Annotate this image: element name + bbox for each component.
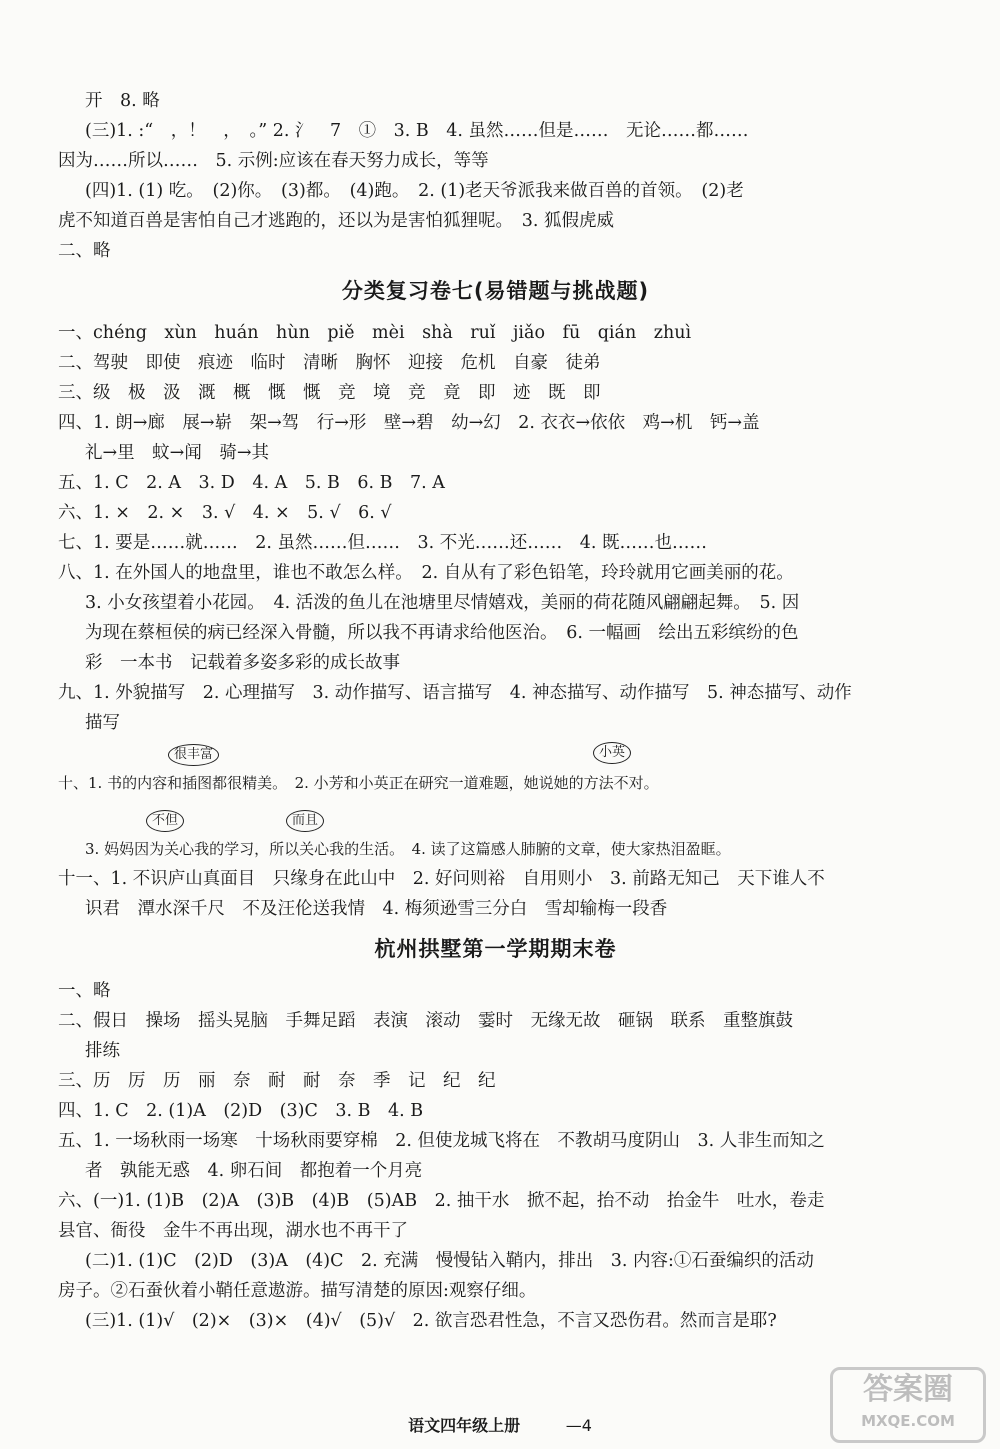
watermark-text: 答案圈	[863, 1372, 953, 1407]
text-line: 一、略	[58, 981, 111, 1001]
text-line: 开 8. 略	[85, 91, 160, 111]
text-line: 六、1. × 2. × 3. √ 4. × 5. √ 6. √	[58, 503, 392, 523]
text-line: 二、假日 操场 摇头晃脑 手舞足蹈 表演 滚动 霎时 无缘无故 砸锅 联系 重整旗鼓	[58, 1011, 793, 1031]
text-line: 二、略	[58, 241, 111, 261]
watermark-logo	[830, 1367, 986, 1443]
text-line: 四、1. 朗→廊 展→崭 架→驾 行→形 壁→碧 幼→幻 2. 衣衣→依依 鸡→机 钙→盖	[58, 413, 760, 433]
text-line: 三、级 极 汲 溉 概 慨 慨 竞 境 竞 竟 即 迹 既 即	[58, 383, 601, 403]
text-line: (四)1. (1) 吃。 (2)你。 (3)都。 (4)跑。 2. (1)老天爷派我来做百兽的首领。 (2)老	[85, 181, 744, 201]
text-line: 彩 一本书 记载着多姿多彩的成长故事	[85, 653, 400, 673]
text-line: 3. 妈妈因为关心我的学习，所以关心我的生活。 4. 读了这篇感人肺腑的文章，使大家热泪盈眶。	[85, 840, 731, 858]
text-line: 二、驾驶 即使 痕迹 临时 清晰 胸怀 迎接 危机 自豪 徒弟	[58, 353, 601, 373]
book-title: 语文四年级上册	[408, 1416, 521, 1435]
text-line: 房子。②石蚕伙着小鞘任意遨游。描写清楚的原因:观察仔细。	[58, 1281, 537, 1301]
text-line: 为现在蔡桓侯的病已经深入骨髓，所以我不再请求给他医治。 6. 一幅画 绘出五彩缤纷的色	[85, 623, 799, 643]
text-line: 四、1. C 2. (1)A (2)D (3)C 3. B 4. B	[58, 1101, 424, 1121]
text-line: 七、1. 要是……就…… 2. 虽然……但…… 3. 不光……还…… 4. 既……也……	[58, 533, 708, 553]
section-a	[58, 86, 933, 266]
correction-bubble: 很丰富	[168, 744, 219, 766]
section-title: 分类复习卷七(易错题与挑战题)	[341, 279, 650, 303]
watermark-url: MXQE.COM	[861, 1412, 955, 1430]
correction-line-2	[58, 800, 933, 864]
page-number: —4	[565, 1416, 592, 1435]
text-line: 因为……所以…… 5. 示例:应该在春天努力成长，等等	[58, 151, 489, 171]
answer-page	[58, 86, 933, 1336]
text-line: (三)1. (1)√ (2)× (3)× (4)√ (5)√ 2. 欲言恐君性急，不言又恐伤君。然而言是耶?	[85, 1311, 777, 1331]
text-line: 者 孰能无惑 4. 卵石间 都抱着一个月亮	[85, 1161, 423, 1181]
text-line: 十、1. 书的内容和插图都很精美。 2. 小芳和小英正在研究一道难题，她说她的方法不对。	[58, 774, 659, 792]
text-line: 六、(一)1. (1)B (2)A (3)B (4)B (5)AB 2. 抽干水 掀不起，抬不动 抬金牛 吐水，卷走	[58, 1191, 825, 1211]
text-line: 3. 小女孩望着小花园。 4. 活泼的鱼儿在池塘里尽情嬉戏，美丽的荷花随风翩翩起舞。 5. 因	[85, 593, 800, 613]
text-line: 礼→里 蚊→闻 骑→其	[85, 443, 269, 463]
section-d	[58, 976, 933, 1336]
section-b	[58, 318, 933, 738]
text-line: 五、1. 一场秋雨一场寒 十场秋雨要穿棉 2. 但使龙城飞将在 不教胡马度阴山 3. 人非生而知之	[58, 1131, 825, 1151]
text-line: 排练	[85, 1041, 120, 1061]
text-line: 十一、1. 不识庐山真面目 只缘身在此山中 2. 好问则裕 自用则小 3. 前路无知己 天下谁人不	[58, 869, 825, 889]
section-title: 杭州拱墅第一学期期末卷	[374, 937, 617, 961]
text-line: 三、历 厉 历 丽 奈 耐 耐 奈 季 记 纪 纪	[58, 1071, 496, 1091]
correction-bubble: 而且	[286, 810, 324, 832]
text-line: 一、chéng xùn huán hùn piě mèi shà ruǐ jiǎo fū qián zhuì	[58, 323, 692, 343]
text-line: 虎不知道百兽是害怕自己才逃跑的，还以为是害怕狐狸呢。 3. 狐假虎威	[58, 211, 615, 231]
correction-bubble: 小英	[593, 742, 631, 764]
text-line: 识君 潭水深千尺 不及汪伦送我情 4. 梅须逊雪三分白 雪却输梅一段香	[85, 899, 668, 919]
text-line: 描写	[85, 713, 120, 733]
text-line: 五、1. C 2. A 3. D 4. A 5. B 6. B 7. A	[58, 473, 445, 493]
text-line: 县官、衙役 金牛不再出现，湖水也不再干了	[58, 1221, 408, 1241]
correction-line-1	[58, 738, 933, 800]
text-line: 八、1. 在外国人的地盘里，谁也不敢怎么样。 2. 自从有了彩色铅笔，玲玲就用它画美丽的花。	[58, 563, 794, 583]
section-c	[58, 864, 933, 924]
text-line: 九、1. 外貌描写 2. 心理描写 3. 动作描写、语言描写 4. 神态描写、动作描写 5. 神态描写、动作	[58, 683, 852, 703]
correction-bubble: 不但	[146, 810, 184, 832]
text-line: (三)1. :“ ，！ ， 。” 2. 氵 7 ① 3. B 4. 虽然……但是…… 无论……都……	[85, 121, 749, 141]
text-line: (二)1. (1)C (2)D (3)A (4)C 2. 充满 慢慢钻入鞘内，排出 3. 内容:①石蚕编织的活动	[85, 1251, 814, 1271]
